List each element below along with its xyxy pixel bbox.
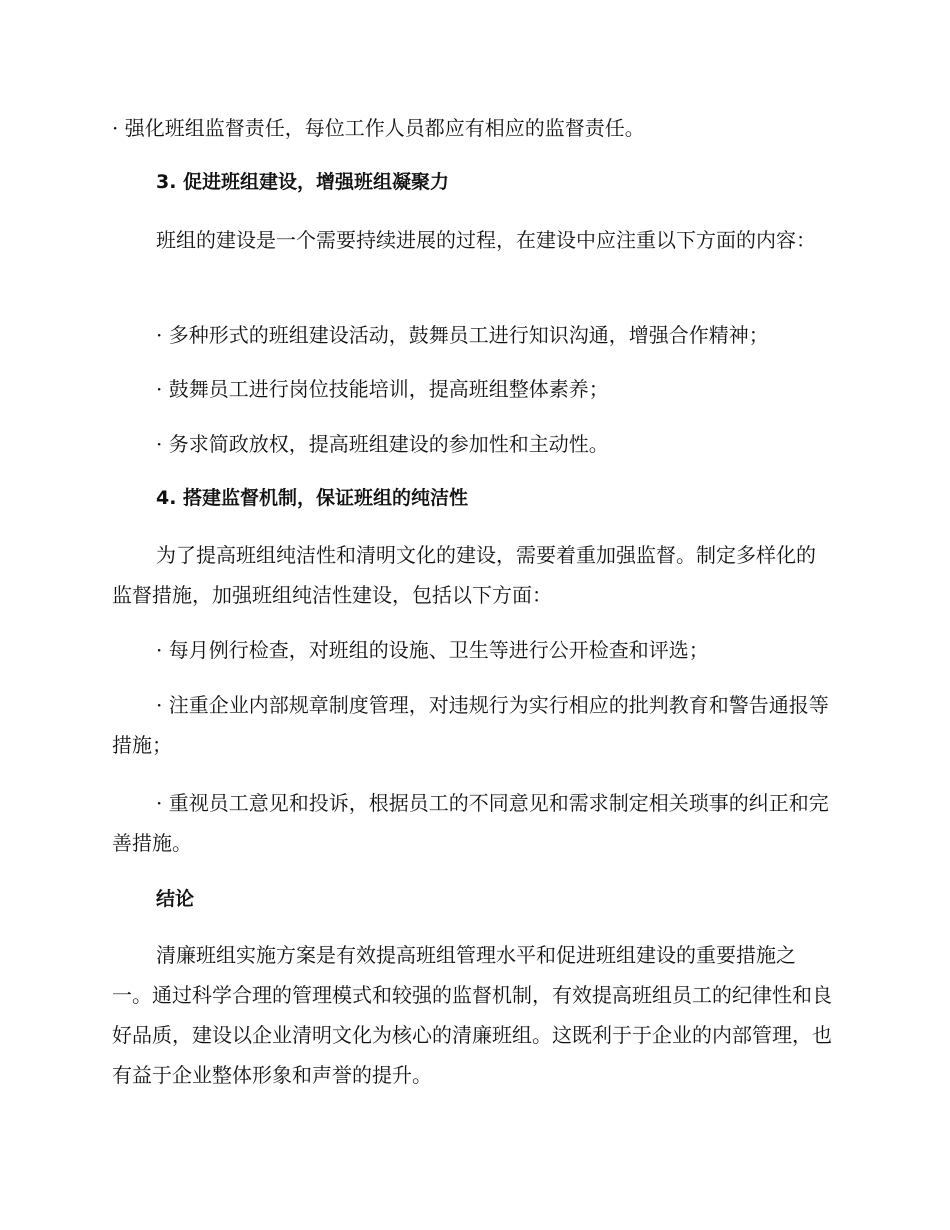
bullet-item: · 注重企业内部规章制度管理，对违规行为实行相应的批判教育和警告通报等措施； (112, 693, 829, 757)
bullet-item: · 强化班组监督责任，每位工作人员都应有相应的监督责任。 (112, 116, 645, 140)
conclusion-heading: 结论 (156, 888, 195, 910)
bullet-item: · 重视员工意见和投诉，根据员工的不同意见和需求制定相关琐事的纠正和完善措施。 (112, 791, 829, 855)
conclusion-paragraph: 清廉班组实施方案是有效提高班组管理水平和促进班组建设的重要措施之一。通过科学合理的管理模式和较强的监督机制，有效提高班组员工的纪律性和良好品质，建设以企业清明文化为核心的清廉班组。这既利于于企业的内部管理，也有益于企业整体形象和声誉的提升。 (112, 943, 832, 1087)
bullet-item: · 务求简政放权，提高班组建设的参加性和主动性。 (156, 432, 609, 456)
bullet-item: · 多种形式的班组建设活动，鼓舞员工进行知识沟通，增强合作精神； (156, 323, 769, 347)
bullet-item: · 鼓舞员工进行岗位技能培训，提高班组整体素养； (156, 377, 609, 401)
paragraph: 为了提高班组纯洁性和清明文化的建设，需要着重加强监督。制定多样化的监督措施，加强班组纯洁性建设，包括以下方面： (112, 543, 816, 607)
section-heading-4: 4. 搭建监督机制，保证班组的纯洁性 (156, 487, 469, 509)
section-heading-3: 3. 促进班组建设，增强班组凝聚力 (156, 171, 450, 193)
bullet-item: · 每月例行检查，对班组的设施、卫生等进行公开检查和评选； (156, 638, 709, 662)
paragraph: 班组的建设是一个需要持续进展的过程，在建设中应注重以下方面的内容： (156, 228, 816, 252)
